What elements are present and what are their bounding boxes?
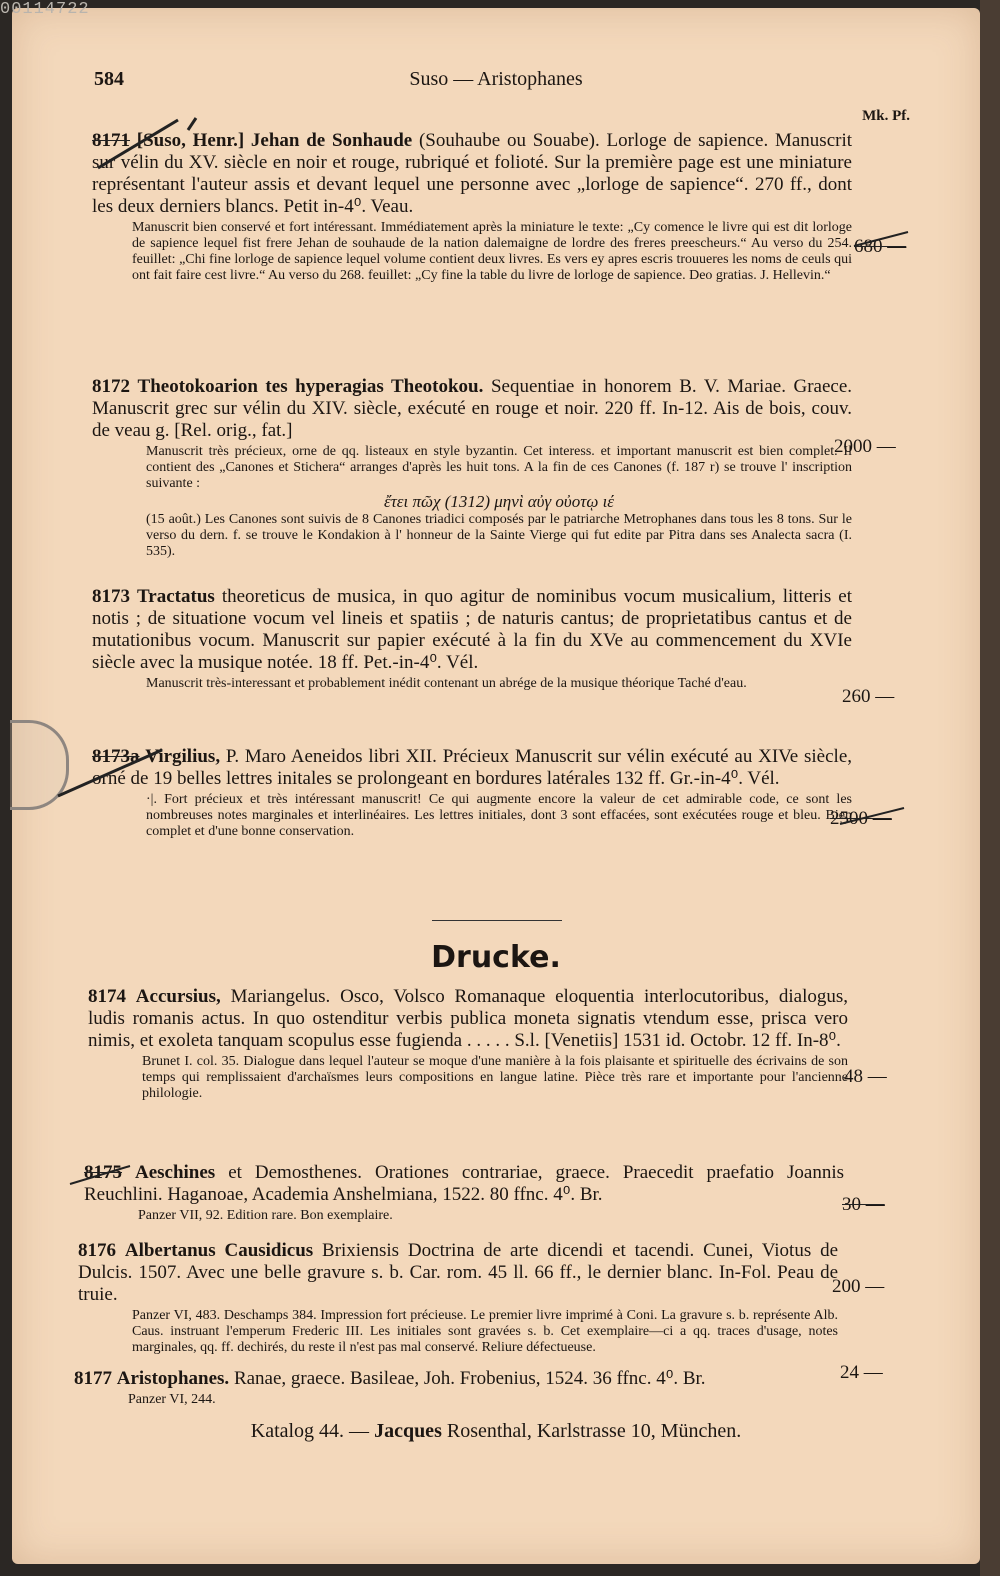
entry-price: 2000 — [834,436,896,457]
entry-note: ·|. Fort précieux et très intéressant manuscrit! Ce qui augmente encore la valeur de cet admirable code, ce sont les nombreuses notes marginales et interlinéaires. Les lettres initiales, dont 3 sont effacées, sont exécutées rouge et bleu. Bien complet et d'une bonne conservation. [146,792,852,839]
greek-inscription: ἔτει πῶχ (1312) μηνὶ αὐγ οὐοτῳ ιέ [384,492,614,511]
entry-number: 8174 [88,986,126,1007]
book-edge [980,0,1000,1576]
running-title: Suso — Aristophanes [409,68,583,90]
section-heading: Drucke. [431,940,561,975]
entry-text: et Demosthenes. Orationes contrariae, graece. Praecedit praefatio Joannis Reuchlini. Haganoae, Academia Anshelmiana, 1522. 80 ffnc. 4⁰. Br. [84,1162,844,1205]
entry-price: 24 — [840,1362,883,1383]
entry-note: Panzer VI, 483. Deschamps 384. Impression fort précieuse. Le premier livre imprimé à Coni. La gravure s. b. représente Alb. Caus. instruant l'emperum Frederic III. Les initiales sont gravées s. b. Cet exemplaire—ci a qq. traces d'usage, notes marginales, qq. ff. dechirés, du reste il n'est pas mal conservé. Reliure défectueuse. [132,1308,838,1355]
entry-note: Manuscrit très précieux, orne de qq. listeaux en style byzantin. Cet interess. et important manuscrit est bien complet. Il contient des „Canones et Stichera“ arranges d'après les huit tons. A la fin de ces Canones (f. 187 r) se trouve l' inscription suivante : [146,444,852,491]
entry-headword: Aeschines [134,1162,216,1183]
entry-price: 2500 — [830,808,892,829]
footer-name: Jacques [374,1420,442,1442]
entry-price: 48 — [844,1066,887,1087]
entry-price: 30 — [842,1194,885,1215]
price-column-label: Mk. Pf. [862,108,910,124]
entry-text: Sequentiae in honorem B. V. Mariae. Graece. Manuscrit grec sur vélin du XIV. siècle, exécuté en rouge et noir. 220 ff. In-12. Ais de bois, couv. de veau g. [Rel. orig., fat.] [92,376,853,441]
entry-headword: Tractatus [137,586,215,607]
entry-text: (Souhaube ou Souabe). Lorloge de sapience. Manuscrit sur vélin du XV. siècle en noir et rouge, rubriqué et folioté. Sur la première page est une miniature représentant l'auteur assis et devant lequel une personne avec „lorloge de sapience“. 270 ff., dont les deux derniers blancs. Petit in-4⁰. Veau. [92,130,853,217]
entry-number: 8172 [92,376,130,397]
entry-headword: Accursius, [135,986,221,1007]
entry-number: 8171 [92,130,130,151]
entry-number: 8177 [74,1368,112,1389]
footer-prefix: Katalog 44. — [250,1420,370,1442]
entry-price: 200 — [832,1276,885,1297]
entry-note: Manuscrit bien conservé et fort intéressant. Immédiatement après la miniature le texte: „Cy comence le livre qui est dit lorloge de sapience lequel fist frere Jehan de souhaude de la nation dalemaigne de lordre des freres preescheurs.“ Au verso du 254. feuillet: „Chi fine lorloge de sapience lequel volume contient deux livres. Es vers ey apres escris trouueres les noms de ceuls qui ont fait faire cest livre.“ Au verso du 268. feuillet: „Cy fine la table du livre de lorloge de sapience. Deo gratias. J. Hellevin.“ [132,220,852,283]
footer-address: Rosenthal, Karlstrasse 10, München. [446,1420,742,1442]
pencil-stroke [854,232,908,246]
entry-price: 260 — [842,686,895,707]
entry-text: Mariangelus. Osco, Volsco Romanaque eloquentia interlocutoribus, dialogus, ludis romanis actus. In quo ostenditur verbis publica moneta signatis vtendum esse, prisca vero nimis, et exoleta tanquam scopulus esse fugienda . . . . . S.l. [Venetiis] 1531 id. Octobr. 12 ff. In-8⁰. [88,986,848,1051]
pencil-stroke [840,808,904,824]
pencil-marks [12,8,980,1564]
archive-id: 00114722 [0,0,90,19]
entry-headword: Aristophanes. [116,1368,230,1389]
entry-price: 680 — [854,236,907,257]
entry-note: Brunet I. col. 35. Dialogue dans lequel l'auteur se moque d'une manière à la fois plaisante et spirituelle des écrivains de son temps qui remplissaient d'archaïsmes leurs compositions en langue latine. Pièce très rare et importante pour l'ancienne philologie. [142,1054,848,1101]
entry-note: Panzer VI, 244. [128,1392,216,1407]
entry-note: Panzer VII, 92. Edition rare. Bon exemplaire. [138,1208,393,1223]
entry-headword: Virgilius, [145,746,221,767]
entry-text: Brixiensis Doctrina de arte dicendi et tacendi. Cunei, Viotus de Dulcis. 1507. Avec une belle gravure s. b. Car. rom. 45 ll. 66 ff., le dernier blanc. In-Fol. Peau de truie. [78,1240,838,1305]
entry-number: 8176 [78,1240,116,1261]
entry-note-continued: (15 août.) Les Canones sont suivis de 8 Canones triadici composés par le patriarche Metrophanes dans tous les 8 tons. Sur le verso du dern. f. se trouve le Kondakion à l' honneur de la Sainte Vierge qui fut edite par Pitra dans ses Analecta sacra (I. 535). [146,512,852,559]
page-number: 584 [94,68,124,90]
pencil-stroke [58,750,162,796]
entry-text: theoreticus de musica, in quo agitur de nominibus vocum musicalium, litteris et notis ; de situatione vocum vel lineis et spatiis ; de naturis cantus; de proprietatibus cantus et de mutationibus vocum. Manuscrit sur papier exécuté à la fin du XVe au commencement du XVIe siècle avec la musique notée. 18 ff. Pet.-in-4⁰. Vél. [92,586,853,673]
entry-number: 8175 [84,1162,122,1183]
entry-text: P. Maro Aeneidos libri XII. Précieux Manuscrit sur vélin exécuté au XIVe siècle, orné de 19 belles lettres initales se prolongeant en bordures latérales 132 ff. Gr.-in-4⁰. Vél. [92,746,853,789]
pencil-stroke [188,118,196,130]
entry-headword: Theotokoarion tes hyperagias Theotokou. [137,376,484,397]
entry-headword: [Suso, Henr.] Jehan de Sonhaude [136,130,413,151]
entry-text: Ranae, graece. Basileae, Joh. Frobenius, 1524. 36 ffnc. 4⁰. Br. [233,1368,706,1389]
entry-note: Manuscrit très-interessant et probablement inédit contenant un abrége de la musique théorique Taché d'eau. [146,676,747,691]
catalog-page [12,8,980,1564]
entry-headword: Albertanus Causidicus [124,1240,314,1261]
entry-number: 8173 [92,586,130,607]
entry-number: 8173a [92,746,140,767]
pencil-stroke [70,1166,130,1184]
pencil-stroke [98,120,178,168]
